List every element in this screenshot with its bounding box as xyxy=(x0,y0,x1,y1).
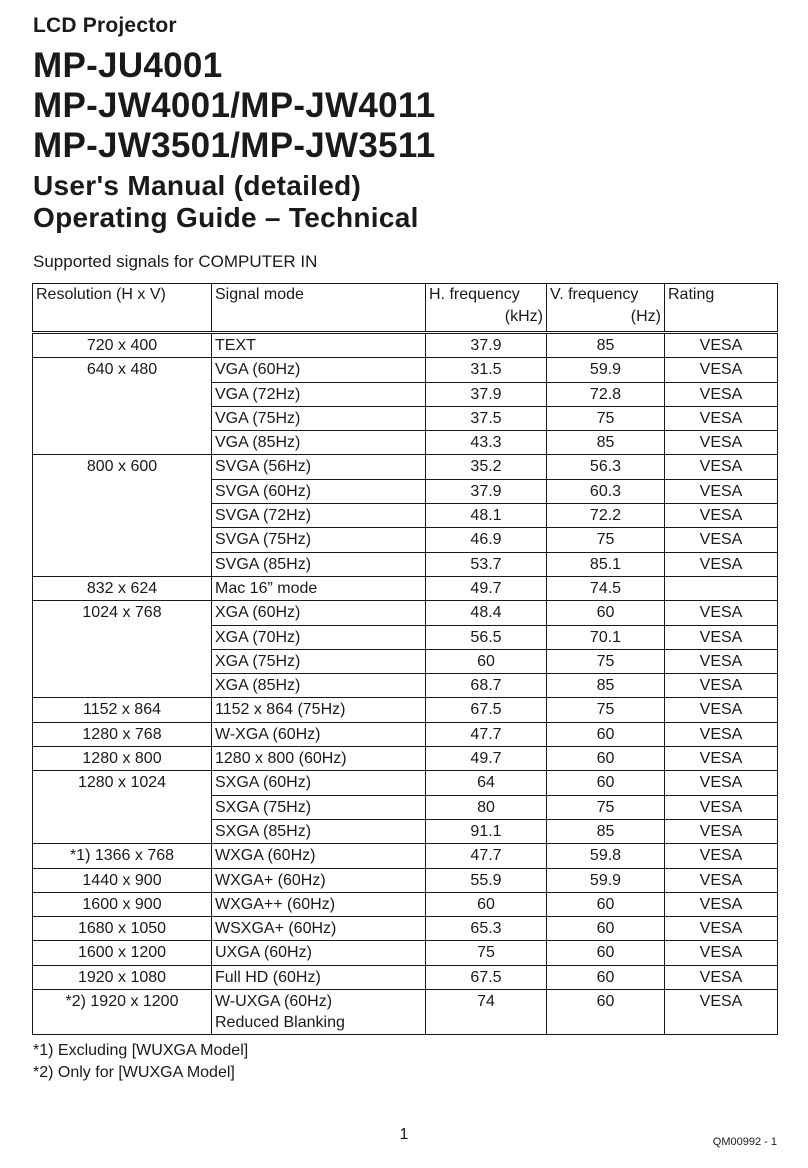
cell-resolution: 1280 x 1024 xyxy=(33,771,212,844)
table-row xyxy=(33,698,778,722)
cell-resolution: 1280 x 800 xyxy=(33,747,212,771)
table-row xyxy=(33,455,778,479)
cell-h-frequency: 48.1 xyxy=(426,504,547,528)
cell-signal-mode: SVGA (72Hz) xyxy=(212,504,426,528)
cell-rating: VESA xyxy=(665,698,778,722)
cell-rating: VESA xyxy=(665,747,778,771)
cell-v-frequency: 60 xyxy=(547,892,665,916)
supported-signals-table xyxy=(32,283,778,1035)
document-code: QM00992 - 1 xyxy=(712,1136,777,1148)
model-line: MP-JW3501/MP-JW3511 xyxy=(33,126,436,165)
cell-h-frequency: 91.1 xyxy=(426,819,547,843)
cell-h-frequency: 75 xyxy=(426,941,547,965)
cell-v-frequency: 56.3 xyxy=(547,455,665,479)
cell-h-frequency: 55.9 xyxy=(426,868,547,892)
cell-signal-mode: 1280 x 800 (60Hz) xyxy=(212,747,426,771)
cell-rating: VESA xyxy=(665,406,778,430)
cell-h-frequency: 37.9 xyxy=(426,333,547,358)
cell-resolution: 640 x 480 xyxy=(33,358,212,455)
cell-h-frequency: 35.2 xyxy=(426,455,547,479)
cell-v-frequency: 85 xyxy=(547,431,665,455)
cell-h-frequency: 67.5 xyxy=(426,965,547,989)
cell-resolution: 1600 x 900 xyxy=(33,892,212,916)
cell-signal-mode: 1152 x 864 (75Hz) xyxy=(212,698,426,722)
cell-v-frequency: 75 xyxy=(547,795,665,819)
cell-resolution: *2) 1920 x 1200 xyxy=(33,990,212,1035)
cell-signal-mode: VGA (60Hz) xyxy=(212,358,426,382)
cell-rating: VESA xyxy=(665,819,778,843)
cell-resolution: 800 x 600 xyxy=(33,455,212,576)
cell-rating: VESA xyxy=(665,455,778,479)
cell-signal-mode: XGA (85Hz) xyxy=(212,674,426,698)
cell-h-frequency: 49.7 xyxy=(426,576,547,600)
cell-v-frequency: 72.8 xyxy=(547,382,665,406)
cell-rating: VESA xyxy=(665,990,778,1035)
cell-signal-mode: SVGA (85Hz) xyxy=(212,552,426,576)
cell-h-frequency: 48.4 xyxy=(426,601,547,625)
header-rating: Rating xyxy=(665,284,778,333)
cell-resolution: 1600 x 1200 xyxy=(33,941,212,965)
cell-v-frequency: 85.1 xyxy=(547,552,665,576)
cell-rating: VESA xyxy=(665,795,778,819)
section-title: Supported signals for COMPUTER IN xyxy=(33,252,318,271)
cell-h-frequency: 43.3 xyxy=(426,431,547,455)
cell-v-frequency: 60 xyxy=(547,601,665,625)
footnotes xyxy=(33,1040,248,1084)
cell-rating: VESA xyxy=(665,479,778,503)
cell-signal-mode: Full HD (60Hz) xyxy=(212,965,426,989)
header-resolution: Resolution (H x V) xyxy=(33,284,212,333)
cell-rating: VESA xyxy=(665,552,778,576)
cell-h-frequency: 31.5 xyxy=(426,358,547,382)
model-line: MP-JW4001/MP-JW4011 xyxy=(33,86,436,125)
cell-h-frequency: 67.5 xyxy=(426,698,547,722)
cell-v-frequency: 85 xyxy=(547,819,665,843)
cell-signal-mode-line: Reduced Blanking xyxy=(215,1014,345,1032)
cell-signal-mode: XGA (75Hz) xyxy=(212,649,426,673)
cell-signal-mode: TEXT xyxy=(212,333,426,358)
cell-rating xyxy=(665,576,778,600)
cell-rating: VESA xyxy=(665,601,778,625)
table-row xyxy=(33,576,778,600)
cell-signal-mode: VGA (85Hz) xyxy=(212,431,426,455)
table-row xyxy=(33,722,778,746)
cell-v-frequency: 85 xyxy=(547,674,665,698)
cell-h-frequency: 37.5 xyxy=(426,406,547,430)
cell-rating: VESA xyxy=(665,674,778,698)
table-row xyxy=(33,601,778,625)
cell-signal-mode: WXGA+ (60Hz) xyxy=(212,868,426,892)
cell-rating: VESA xyxy=(665,917,778,941)
cell-signal-mode: W-XGA (60Hz) xyxy=(212,722,426,746)
document-subtitle: Operating Guide – Technical xyxy=(33,202,419,233)
cell-v-frequency: 72.2 xyxy=(547,504,665,528)
cell-rating: VESA xyxy=(665,431,778,455)
cell-v-frequency: 60 xyxy=(547,771,665,795)
table-row xyxy=(33,892,778,916)
cell-signal-mode: SVGA (60Hz) xyxy=(212,479,426,503)
table-row xyxy=(33,868,778,892)
cell-resolution: *1) 1366 x 768 xyxy=(33,844,212,868)
table-row xyxy=(33,771,778,795)
table-row xyxy=(33,941,778,965)
cell-signal-mode: SXGA (85Hz) xyxy=(212,819,426,843)
cell-h-frequency: 64 xyxy=(426,771,547,795)
table-row xyxy=(33,844,778,868)
document-title: User's Manual (detailed) xyxy=(33,170,362,201)
cell-v-frequency: 60 xyxy=(547,941,665,965)
cell-v-frequency: 75 xyxy=(547,528,665,552)
table-body xyxy=(33,333,778,1035)
cell-rating: VESA xyxy=(665,941,778,965)
cell-v-frequency: 75 xyxy=(547,698,665,722)
cell-v-frequency: 74.5 xyxy=(547,576,665,600)
cell-h-frequency: 65.3 xyxy=(426,917,547,941)
cell-rating: VESA xyxy=(665,722,778,746)
cell-h-frequency: 37.9 xyxy=(426,479,547,503)
cell-signal-mode: Mac 16” mode xyxy=(212,576,426,600)
cell-v-frequency: 60 xyxy=(547,917,665,941)
cell-rating: VESA xyxy=(665,382,778,406)
cell-h-frequency: 80 xyxy=(426,795,547,819)
cell-h-frequency: 46.9 xyxy=(426,528,547,552)
cell-resolution: 1680 x 1050 xyxy=(33,917,212,941)
cell-v-frequency: 60.3 xyxy=(547,479,665,503)
cell-v-frequency: 59.8 xyxy=(547,844,665,868)
cell-h-frequency: 60 xyxy=(426,649,547,673)
cell-signal-mode: XGA (70Hz) xyxy=(212,625,426,649)
cell-v-frequency: 59.9 xyxy=(547,358,665,382)
cell-signal-mode: VGA (72Hz) xyxy=(212,382,426,406)
header-h-frequency-unit: (kHz) xyxy=(504,308,543,325)
cell-rating: VESA xyxy=(665,649,778,673)
cell-signal-mode: SXGA (60Hz) xyxy=(212,771,426,795)
table-row xyxy=(33,358,778,382)
cell-h-frequency: 47.7 xyxy=(426,722,547,746)
header-v-frequency-unit: (Hz) xyxy=(630,308,661,325)
header-h-frequency xyxy=(426,284,547,333)
cell-h-frequency: 37.9 xyxy=(426,382,547,406)
cell-rating: VESA xyxy=(665,333,778,358)
cell-v-frequency: 60 xyxy=(547,990,665,1035)
cell-h-frequency: 56.5 xyxy=(426,625,547,649)
cell-resolution: 1280 x 768 xyxy=(33,722,212,746)
table-row xyxy=(33,990,778,1035)
product-label: LCD Projector xyxy=(33,14,177,37)
cell-resolution: 1024 x 768 xyxy=(33,601,212,698)
table-header-row xyxy=(33,284,778,333)
cell-v-frequency: 60 xyxy=(547,965,665,989)
model-line: MP-JU4001 xyxy=(33,46,223,85)
cell-h-frequency: 60 xyxy=(426,892,547,916)
cell-h-frequency: 53.7 xyxy=(426,552,547,576)
cell-rating: VESA xyxy=(665,771,778,795)
cell-signal-mode-line: W-UXGA (60Hz) xyxy=(215,993,333,1011)
cell-signal-mode: WSXGA+ (60Hz) xyxy=(212,917,426,941)
cell-rating: VESA xyxy=(665,504,778,528)
header-v-frequency xyxy=(547,284,665,333)
table-row xyxy=(33,917,778,941)
cell-signal-mode: XGA (60Hz) xyxy=(212,601,426,625)
cell-v-frequency: 85 xyxy=(547,333,665,358)
cell-signal-mode xyxy=(212,990,426,1035)
header-signal-mode: Signal mode xyxy=(212,284,426,333)
cell-rating: VESA xyxy=(665,844,778,868)
cell-signal-mode: VGA (75Hz) xyxy=(212,406,426,430)
cell-resolution: 1920 x 1080 xyxy=(33,965,212,989)
table-row xyxy=(33,333,778,358)
cell-resolution: 720 x 400 xyxy=(33,333,212,358)
cell-v-frequency: 75 xyxy=(547,649,665,673)
header-v-frequency-label: V. frequency xyxy=(550,286,639,303)
cell-h-frequency: 74 xyxy=(426,990,547,1035)
cell-rating: VESA xyxy=(665,358,778,382)
cell-signal-mode: WXGA++ (60Hz) xyxy=(212,892,426,916)
cell-h-frequency: 68.7 xyxy=(426,674,547,698)
cell-signal-mode: UXGA (60Hz) xyxy=(212,941,426,965)
footnote: *2) Only for [WUXGA Model] xyxy=(33,1064,235,1081)
table-row xyxy=(33,965,778,989)
cell-resolution: 1440 x 900 xyxy=(33,868,212,892)
cell-signal-mode: SXGA (75Hz) xyxy=(212,795,426,819)
cell-rating: VESA xyxy=(665,528,778,552)
cell-v-frequency: 59.9 xyxy=(547,868,665,892)
cell-signal-mode: SVGA (56Hz) xyxy=(212,455,426,479)
cell-signal-mode: SVGA (75Hz) xyxy=(212,528,426,552)
header-h-frequency-label: H. frequency xyxy=(429,286,520,303)
model-list xyxy=(33,46,436,166)
page-number: 1 xyxy=(399,1126,409,1143)
cell-rating: VESA xyxy=(665,965,778,989)
cell-rating: VESA xyxy=(665,892,778,916)
cell-v-frequency: 60 xyxy=(547,747,665,771)
cell-rating: VESA xyxy=(665,868,778,892)
cell-v-frequency: 70.1 xyxy=(547,625,665,649)
cell-rating: VESA xyxy=(665,625,778,649)
cell-resolution: 1152 x 864 xyxy=(33,698,212,722)
cell-h-frequency: 49.7 xyxy=(426,747,547,771)
document-titles xyxy=(33,170,419,234)
cell-signal-mode: WXGA (60Hz) xyxy=(212,844,426,868)
table-row xyxy=(33,747,778,771)
footnote: *1) Excluding [WUXGA Model] xyxy=(33,1042,249,1059)
cell-v-frequency: 60 xyxy=(547,722,665,746)
cell-v-frequency: 75 xyxy=(547,406,665,430)
cell-resolution: 832 x 624 xyxy=(33,576,212,600)
cell-h-frequency: 47.7 xyxy=(426,844,547,868)
